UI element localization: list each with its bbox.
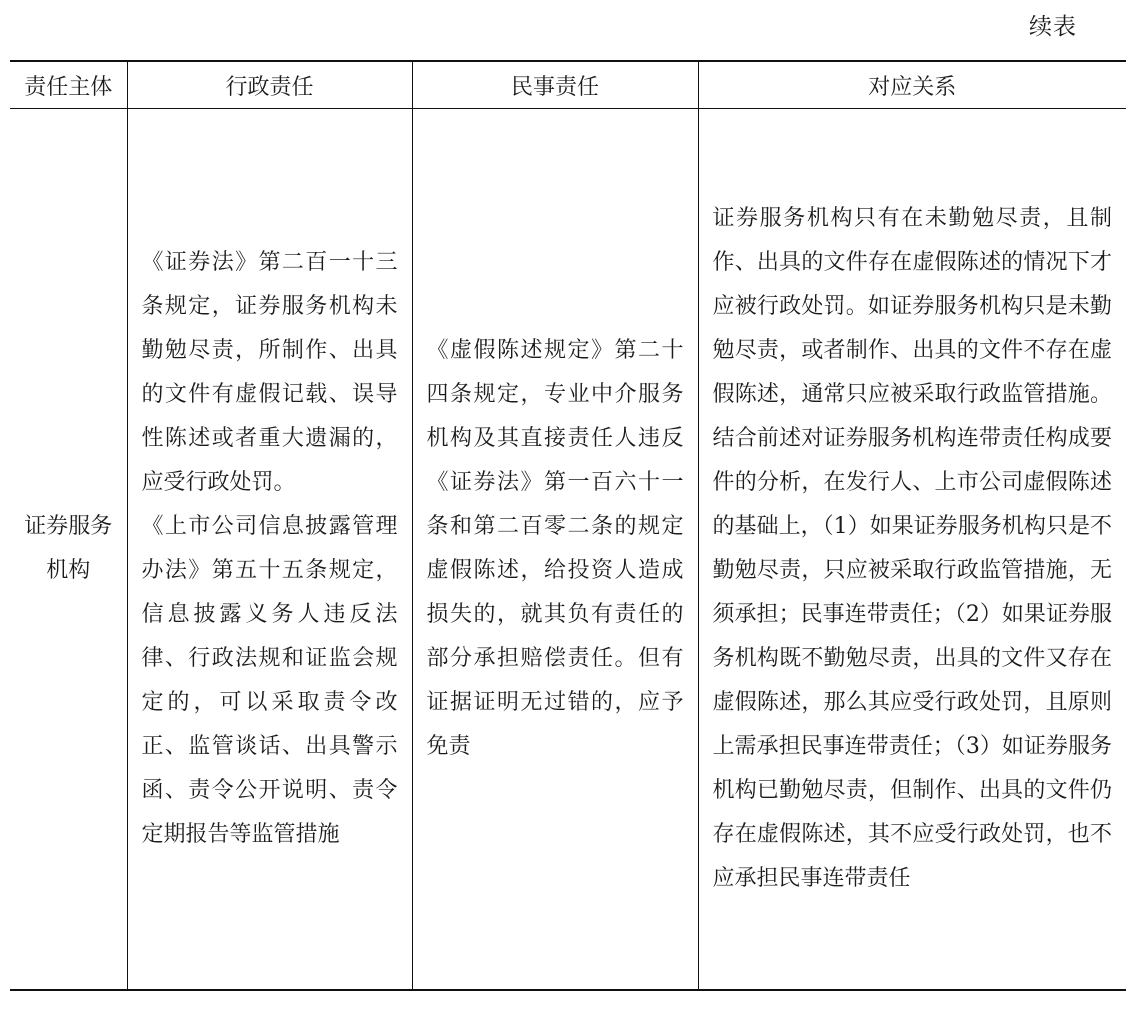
table-header-row [10,61,1126,109]
header-subject: 责任主体 [10,61,127,109]
administrative-paragraph-1: 《证券法》第二百一十三条规定，证券服务机构未勤勉尽责，所制作、出具的文件有虚假记载、误导性陈述或者重大遗漏的，应受行政处罚。 [141,250,398,495]
civil-text: 《虚假陈述规定》第二十四条规定，专业中介服务机构及其直接责任人违反《证券法》第一百六十一条和第二百零二条的规定虚假陈述，给投资人造成损失的，就其负有责任的部分承担赔偿责任。但有证据证明无过错的，应予免责 [426,338,684,759]
administrative-paragraph-2: 《上市公司信息披露管理办法》第五十五条规定，信息披露义务人违反法律、行政法规和证监会规定的，可以采取责令改正、监管谈话、出具警示函、责令公开说明、责令定期报告等监管措施 [141,514,398,847]
cell-administrative [127,109,412,991]
table-row [10,109,1126,991]
subject-text: 证券服务机构 [24,514,113,583]
header-civil: 民事责任 [412,61,698,109]
header-administrative: 行政责任 [127,61,412,109]
cell-relation [698,109,1126,991]
relation-text: 证券服务机构只有在未勤勉尽责，且制作、出具的文件存在虚假陈述的情况下才应被行政处罚。如证券服务机构只是未勤勉尽责，或者制作、出具的文件不存在虚假陈述，通常只应被采取行政监管措施。结合前述对证券服务机构连带责任构成要件的分析，在发行人、上市公司虚假陈述的基础上，（1）如果证券服务机构只是不勤勉尽责，只应被采取行政监管措施，无须承担；民事连带责任；（2）如果证券服务机构既不勤勉尽责，出具的文件又存在虚假陈述，那么其应受行政处罚，且原则上需承担民事连带责任；（3）如证券服务机构已勤勉尽责，但制作、出具的文件仍存在虚假陈述，其不应受行政处罚，也不应承担民事连带责任 [712,206,1112,891]
table-continued-caption: 续表 [1029,14,1077,40]
responsibility-table [10,60,1126,991]
header-relation: 对应关系 [698,61,1126,109]
cell-civil [412,109,698,991]
cell-subject [10,109,127,991]
